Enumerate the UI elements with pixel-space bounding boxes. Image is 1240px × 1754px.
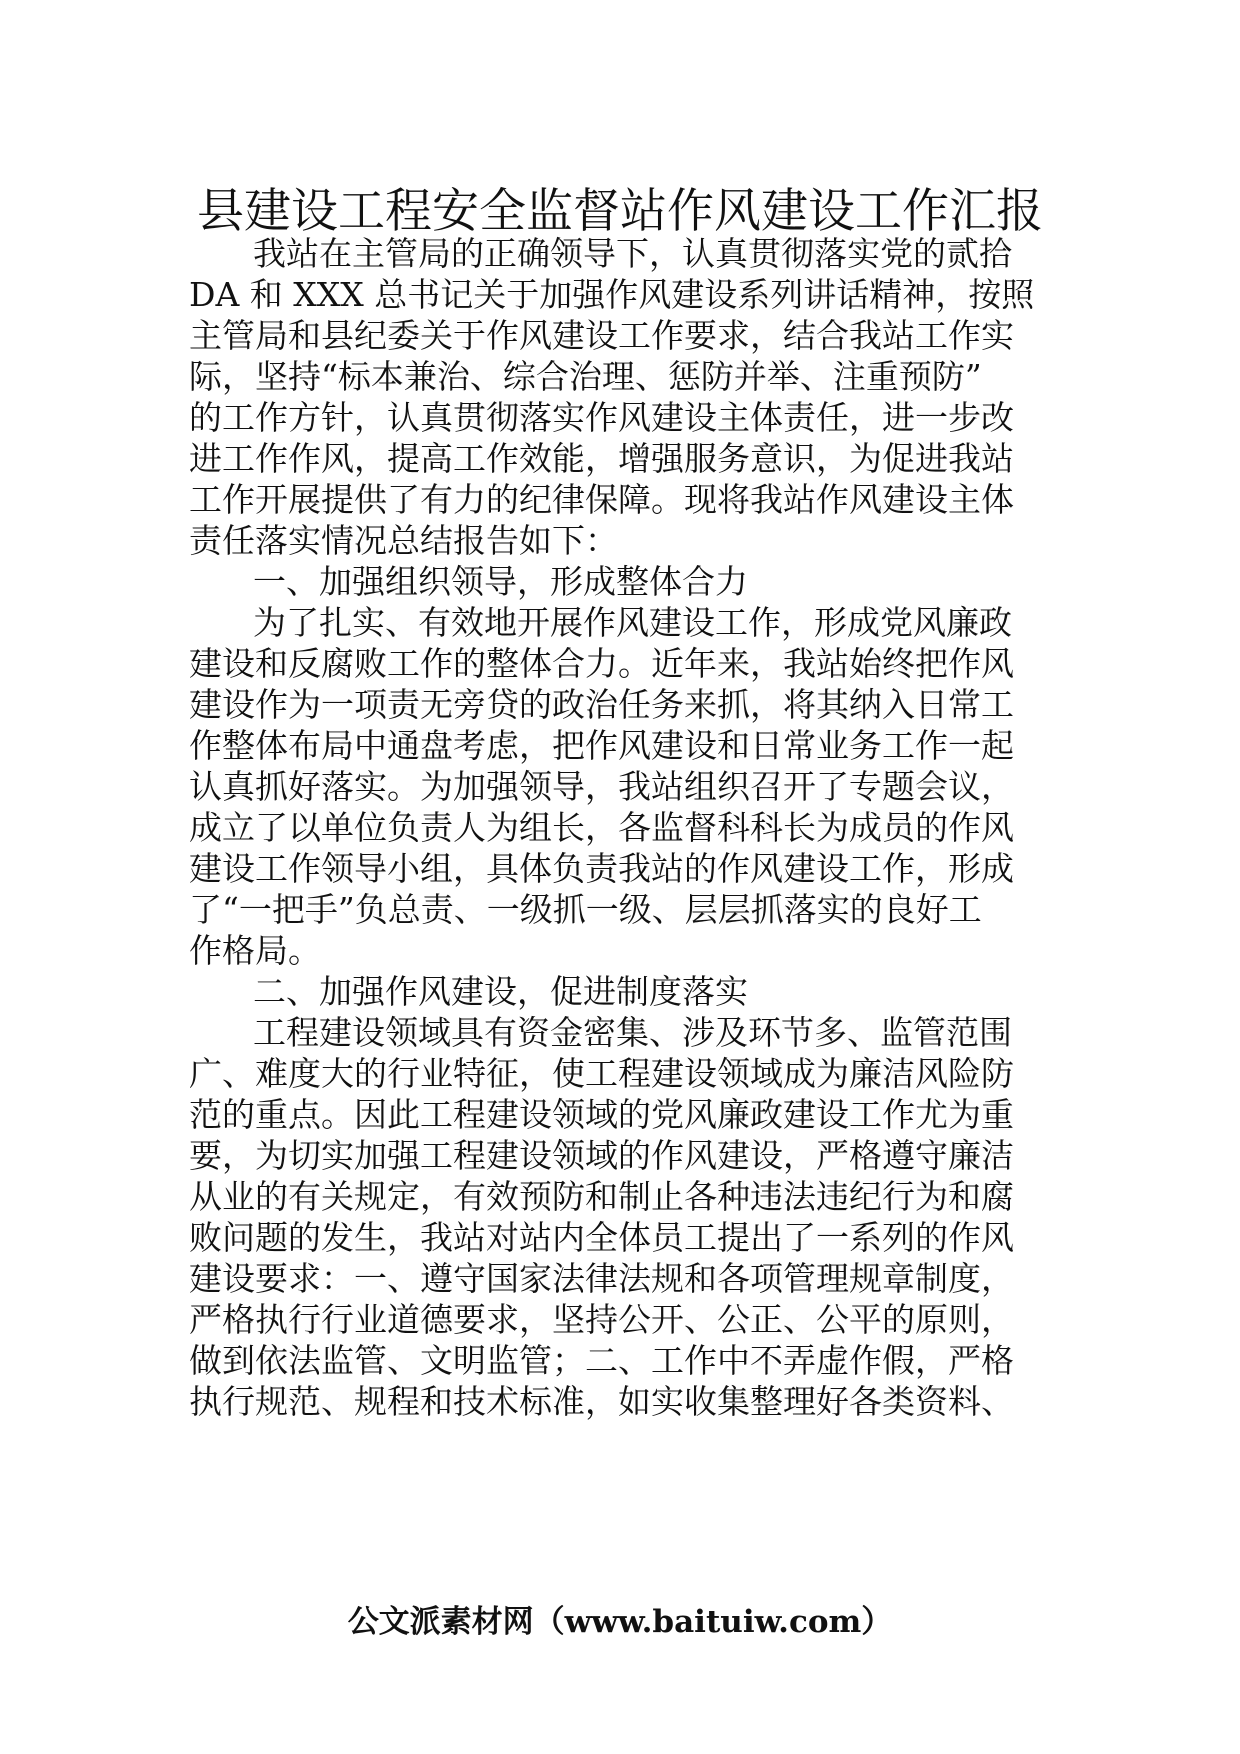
paragraph-line: 进工作作风，提高工作效能，增强服务意识，为促进我站 bbox=[189, 439, 1014, 478]
paragraph-line: DA 和 XXX 总书记关于加强作风建设系列讲话精神，按照 bbox=[189, 275, 1035, 314]
paragraph-line: 做到依法监管、文明监管；二、工作中不弄虚作假，严格 bbox=[189, 1341, 1014, 1380]
footer-watermark-text: 公文派素材网（www.baituiw.com） bbox=[347, 1604, 893, 1640]
paragraph-line: 认真抓好落实。为加强领导，我站组织召开了专题会议， bbox=[189, 767, 1014, 806]
paragraph-line: 我站在主管局的正确领导下，认真贯彻落实党的贰拾 bbox=[253, 234, 1012, 273]
paragraph-line: 的工作方针，认真贯彻落实作风建设主体责任，进一步改 bbox=[189, 398, 1014, 437]
paragraph-line: 建设要求：一、遵守国家法律法规和各项管理规章制度， bbox=[189, 1259, 1014, 1298]
paragraph-line: 执行规范、规程和技术标准，如实收集整理好各类资料、 bbox=[189, 1382, 1014, 1421]
paragraph-line: 要，为切实加强工程建设领域的作风建设，严格遵守廉洁 bbox=[189, 1136, 1014, 1175]
paragraph-line: 成立了以单位负责人为组长，各监督科科长为成员的作风 bbox=[189, 808, 1014, 847]
paragraph-line: 建设作为一项责无旁贷的政治任务来抓，将其纳入日常工 bbox=[189, 685, 1014, 724]
section-heading: 一、加强组织领导，形成整体合力 bbox=[253, 562, 748, 601]
paragraph-line: 作整体布局中通盘考虑，把作风建设和日常业务工作一起 bbox=[189, 726, 1014, 765]
paragraph-line: 主管局和县纪委关于作风建设工作要求，结合我站工作实 bbox=[189, 316, 1014, 355]
paragraph-line: 广、难度大的行业特征，使工程建设领域成为廉洁风险防 bbox=[189, 1054, 1014, 1093]
paragraph-line: 了“一把手”负总责、一级抓一级、层层抓落实的良好工 bbox=[189, 890, 982, 929]
paragraph-line: 工程建设领域具有资金密集、涉及环节多、监管范围 bbox=[253, 1013, 1012, 1052]
paragraph-line: 严格执行行业道德要求，坚持公开、公正、公平的原则， bbox=[189, 1300, 1014, 1339]
paragraph-line: 工作开展提供了有力的纪律保障。现将我站作风建设主体 bbox=[189, 480, 1014, 519]
page-title: 县建设工程安全监督站作风建设工作汇报 bbox=[197, 184, 1043, 239]
paragraph-line: 为了扎实、有效地开展作风建设工作，形成党风廉政 bbox=[253, 603, 1012, 642]
paragraph-line: 责任落实情况总结报告如下： bbox=[189, 521, 618, 560]
paragraph-line: 作格局。 bbox=[189, 931, 321, 970]
paragraph-line: 建设工作领导小组，具体负责我站的作风建设工作，形成 bbox=[189, 849, 1014, 888]
paragraph-line: 败问题的发生，我站对站内全体员工提出了一系列的作风 bbox=[189, 1218, 1014, 1257]
paragraph-line: 建设和反腐败工作的整体合力。近年来，我站始终把作风 bbox=[189, 644, 1014, 683]
paragraph-line: 际，坚持“标本兼治、综合治理、惩防并举、注重预防” bbox=[189, 357, 982, 396]
paragraph-line: 从业的有关规定，有效预防和制止各种违法违纪行为和腐 bbox=[189, 1177, 1014, 1216]
paragraph-line: 范的重点。因此工程建设领域的党风廉政建设工作尤为重 bbox=[189, 1095, 1014, 1134]
section-heading: 二、加强作风建设，促进制度落实 bbox=[253, 972, 748, 1011]
